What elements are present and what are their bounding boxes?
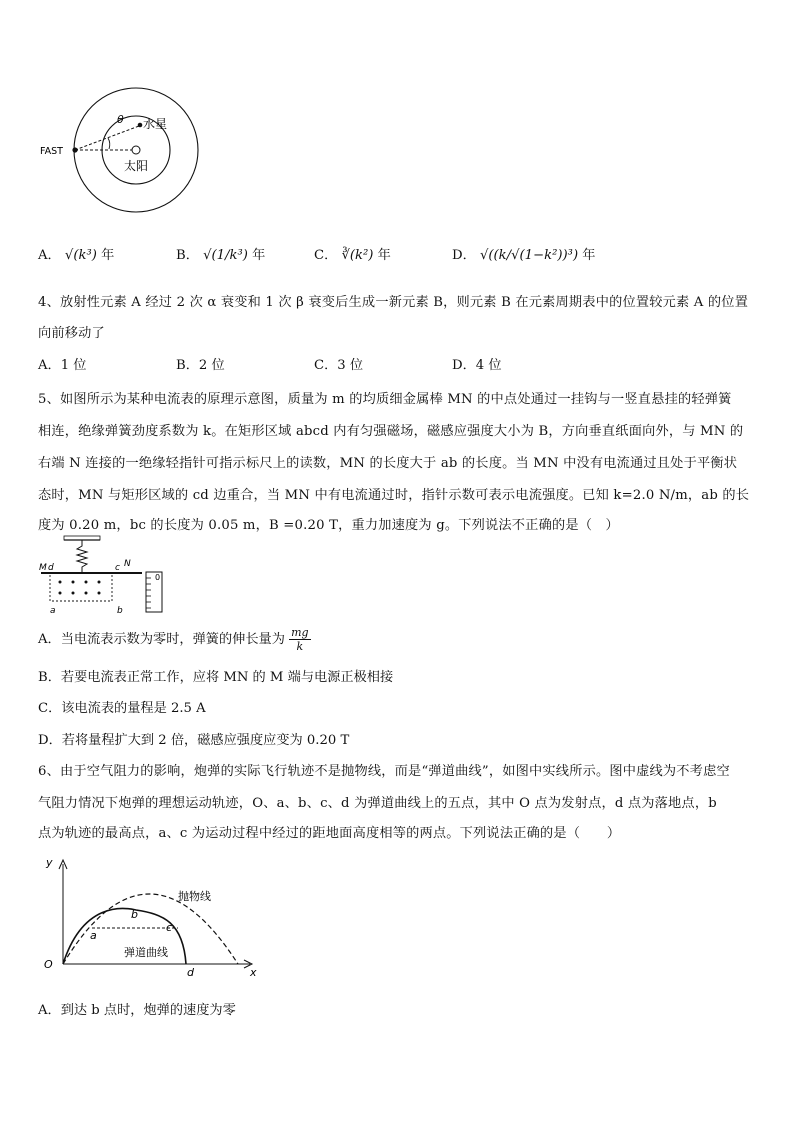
label-b: b xyxy=(117,606,123,616)
field-dot xyxy=(72,592,75,595)
q5-stem-line-1: 5、如图所示为某种电流表的原理示意图，质量为 m 的均质细金属棒 MN 的中点处通过一挂钩与一竖直悬挂的轻弹簧 xyxy=(38,392,732,407)
label-x: x xyxy=(250,966,257,979)
q3-option-c[interactable] xyxy=(314,244,391,263)
label-a: a xyxy=(90,929,97,942)
orbit-figure xyxy=(38,86,208,214)
sight-line-mercury xyxy=(75,126,139,150)
field-dot xyxy=(98,592,101,595)
label-n: N xyxy=(124,559,131,569)
q3-option-c-expr: ∛(k²) xyxy=(341,248,374,263)
q4-stem-line-2: 向前移动了 xyxy=(38,326,105,341)
label-y: y xyxy=(46,856,53,869)
label-d: d xyxy=(48,563,54,573)
field-dot xyxy=(72,581,75,584)
q5-option-a-fraction xyxy=(289,626,310,653)
q3-option-c-unit: 年 xyxy=(377,248,391,263)
q5-stem-line-2: 相连，绝缘弹簧劲度系数为 k。在矩形区域 abcd 内有匀强磁场，磁感应强度大小为 B，方向垂直纸面向外，与 MN 的 xyxy=(38,424,744,439)
label-parabola: 抛物线 xyxy=(178,890,211,903)
sun-label: 太阳 xyxy=(124,159,149,173)
ammeter-figure xyxy=(38,534,170,616)
field-dot xyxy=(85,581,88,584)
q3-option-a-expr: √(k³) xyxy=(64,248,97,263)
label-m: M xyxy=(39,563,47,573)
q3-option-d[interactable] xyxy=(452,244,595,263)
fraction-denominator: k xyxy=(296,640,304,653)
q4-option-c[interactable]: C．3 位 xyxy=(314,358,364,373)
q6-stem-line-3: 点为轨迹的最高点，a、c 为运动过程中经过的距地面高度相等的两点。下列说法正确的是（ ） xyxy=(38,826,621,841)
label-a: a xyxy=(50,606,56,616)
label-c: c xyxy=(166,921,173,934)
q4-stem-line-1: 4、放射性元素 A 经过 2 次 α 衰变和 1 次 β 衰变后生成一新元素 B，则元素 B 在元素周期表中的位置较元素 A 的位置 xyxy=(38,295,749,310)
q6-stem-line-2: 气阻力情况下炮弹的理想运动轨迹，O、a、b、c、d 为弹道曲线上的五点，其中 O 点为发射点，d 点为落地点，b xyxy=(38,796,717,811)
q5-stem-line-4: 态时，MN 与矩形区域的 cd 边重合，当 MN 中有电流通过时，指针示数可表示电流强度。已知 k=2.0 N/m，ab 的长 xyxy=(38,488,750,503)
q4-option-d[interactable]: D．4 位 xyxy=(452,358,502,373)
field-dot xyxy=(85,592,88,595)
trajectory-figure xyxy=(38,852,268,980)
q5-stem-line-5: 度为 0.20 m，bc 的长度为 0.05 m，B =0.20 T，重力加速度为 g。下列说法不正确的是（ ） xyxy=(38,518,619,533)
q3-option-a-unit: 年 xyxy=(101,248,115,263)
magnetic-field-region xyxy=(50,573,112,601)
field-dot xyxy=(59,592,62,595)
q3-option-c-label: C． xyxy=(314,248,338,263)
planet-label: 水星 xyxy=(143,117,168,131)
fraction-numerator: mg xyxy=(291,626,309,639)
q5-option-a[interactable] xyxy=(38,626,311,653)
q6-stem-line-1: 6、由于空气阻力的影响，炮弹的实际飞行轨迹不是抛物线，而是“弹道曲线”，如图中实线所示。图中虚线为不考虑空 xyxy=(38,764,730,779)
field-dot xyxy=(59,581,62,584)
label-zero: 0 xyxy=(155,573,161,582)
q5-option-d[interactable]: D．若将量程扩大到 2 倍，磁感应强度应变为 0.20 T xyxy=(38,733,350,748)
q3-option-d-label: D． xyxy=(452,248,476,263)
q3-option-b-unit: 年 xyxy=(252,248,266,263)
q3-option-a[interactable] xyxy=(38,244,114,263)
spring xyxy=(77,540,87,572)
q5-option-b[interactable]: B．若要电流表正常工作，应将 MN 的 M 端与电源正极相接 xyxy=(38,670,394,685)
q4-option-b[interactable]: B．2 位 xyxy=(176,358,225,373)
label-b: b xyxy=(131,908,138,921)
theta-label: θ xyxy=(117,113,124,126)
q5-option-c[interactable]: C．该电流表的量程是 2.5 A xyxy=(38,701,206,716)
q6-option-a[interactable]: A．到达 b 点时，炮弹的速度为零 xyxy=(38,1003,236,1018)
fast-label: FAST xyxy=(40,146,63,157)
label-c: c xyxy=(115,563,120,573)
label-o: O xyxy=(44,958,53,971)
sun-marker xyxy=(132,146,140,154)
field-dot xyxy=(98,581,101,584)
q5-option-a-text: A．当电流表示数为零时，弹簧的伸长量为 xyxy=(38,632,285,647)
q3-option-b-label: B． xyxy=(176,248,199,263)
q4-option-a[interactable]: A．1 位 xyxy=(38,358,87,373)
q3-option-b-expr: √(1/k³) xyxy=(203,248,248,263)
q3-option-d-unit: 年 xyxy=(582,248,596,263)
q3-option-b[interactable] xyxy=(176,244,265,263)
theta-arc xyxy=(108,138,110,149)
q5-stem-line-3: 右端 N 连接的一绝缘轻指针可指示标尺上的读数，MN 的长度大于 ab 的长度。当 MN 中没有电流通过且处于平衡状 xyxy=(38,456,738,471)
label-d: d xyxy=(187,966,194,979)
q3-option-d-expr: √((k/√(1−k²))³) xyxy=(479,248,579,263)
q3-option-a-label: A． xyxy=(38,248,61,263)
label-ballistic: 弹道曲线 xyxy=(124,946,168,959)
